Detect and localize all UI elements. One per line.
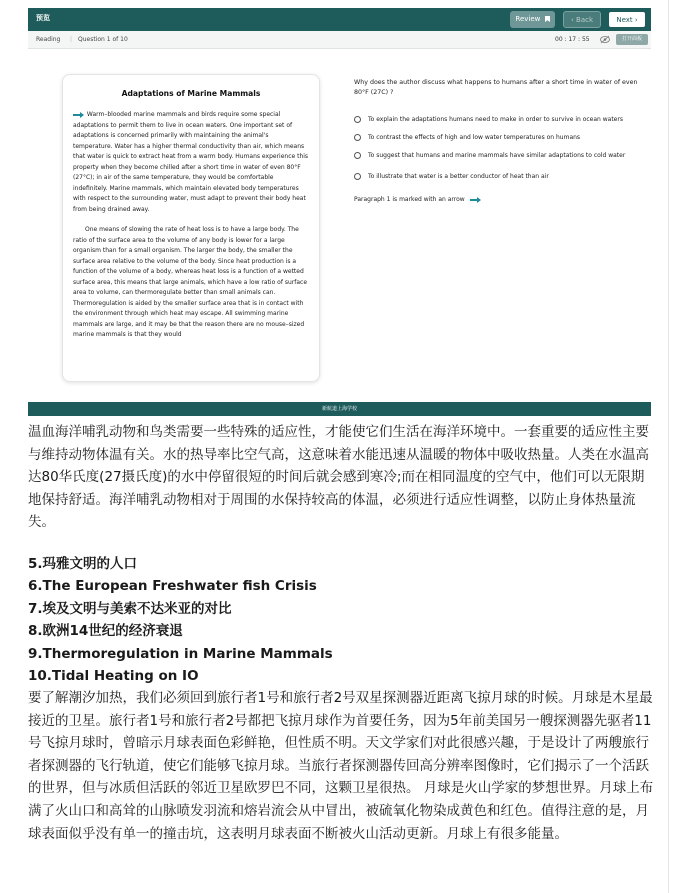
review-button[interactable]: Review	[510, 11, 555, 28]
list-item: 10.Tidal Heating on IO	[28, 668, 199, 685]
article-list	[28, 553, 656, 687]
arrow-right-icon	[73, 112, 84, 118]
answer-option-4[interactable]: To illustrate that water is a better conductor of heat than air	[354, 173, 644, 181]
list-item: 6.The European Freshwater fish Crisis	[28, 578, 317, 595]
passage-paragraph-1: Warm–blooded marine mammals and birds require some special adaptations to permit them to live in ocean waters. One important set of adaptations is concerned primarily with maintaining the animal's temperature. Water has a higher thermal conductivity than air, which means that water is quick to extract heat from a warm body. Humans experience this property when they become chilled after a short time in water of even 80°F (27°C); in air of the same temperature, they would be comfortable indefinitely. Marine mammals, which maintain elevated body temperatures with respect to the surrounding water, must adapt to prevent their body heat from being drained away.	[73, 111, 309, 213]
back-button[interactable]: ‹ Back	[563, 11, 601, 28]
question-counter: Question 1 of 10	[78, 36, 128, 43]
footer-bar	[28, 402, 651, 416]
list-item: 9.Thermoregulation in Marine Mammals	[28, 645, 333, 662]
top-bar	[28, 8, 651, 31]
list-item: 7.埃及文明与美索不达米亚的对比	[28, 600, 232, 617]
passage-paragraph-2: One means of slowing the rate of heat loss is to have a large body. The ratio of the surface area to the volume of any body is lower for a large organism than for a small organism. The larger the body, the smaller the surface area relative to the volume of the body. Since heat production is a function of the volume of a body, whereas heat loss is a function of a wetted surface area, this means that large animals, which have a low ratio of surface area to volume, can thermoregulate better than small animals can. Thermoregulation is aided by the smaller surface area that is in contact with the environment through which heat may escape. All swimming marine mammals are large, and it may be that the reason there are no mouse–sized marine mammals is that they would	[73, 226, 308, 338]
list-item: 8.欧洲14世纪的经济衰退	[28, 623, 183, 640]
question-panel	[354, 78, 644, 203]
next-button[interactable]: Next ›	[608, 11, 646, 28]
answer-option-1[interactable]: To explain the adaptations humans need to make in order to survive in ocean waters	[354, 116, 644, 124]
article-paragraph-2: 要了解潮汐加热，我们必须回到旅行者1号和旅行者2号双星探测器近距离飞掠月球的时候。月球是木星最接近的卫星。旅行者1号和旅行者2号都把飞掠月球作为首要任务，因为5年前美国另一艘探测器先驱者11号飞掠月球时，曾暗示月球表面色彩鲜艳，但性质不明。天文学家们对此很感兴趣，于是设计了两艘旅行者探测器的飞行轨道，使它们能够飞掠月球。当旅行者探测器传回高分辨率图像时，它们揭示了一个活跃的世界，但与冰质但活跃的邻近卫星欧罗巴不同，这颗卫星很热。 月球是火山学家的梦想世界。月球上布满了火山口和高耸的山脉喷发羽流和熔岩流会从中冒出，被硫氧化物染成黄色和红色。值得注意的是，月球表面似乎没有单一的撞击坑，这表明月球表面不断被火山活动更新。月球上有很多能量。	[28, 690, 654, 842]
arrow-right-icon	[470, 197, 481, 203]
brand-label: 预览	[36, 14, 50, 22]
divider: |	[70, 36, 73, 43]
radio-button[interactable]	[354, 173, 361, 180]
panel-toggle-button[interactable]: 打开面板	[616, 34, 648, 45]
list-item: 5.玛雅文明的人口	[28, 556, 138, 572]
reading-passage	[62, 74, 320, 382]
radio-button[interactable]	[354, 152, 361, 159]
answer-option-2[interactable]: To contrast the effects of high and low water temperatures on humans	[354, 134, 644, 142]
question-text: Why does the author discuss what happens to humans after a short time in water of even 80°F (27C) ?	[354, 79, 638, 96]
radio-button[interactable]	[354, 116, 361, 123]
footer-text: 新航道上海学校	[321, 406, 357, 412]
page-edge-line	[668, 0, 669, 893]
chevron-right-icon: ›	[632, 16, 638, 24]
eye-off-icon[interactable]	[600, 35, 610, 44]
article-paragraph-1: 温血海洋哺乳动物和鸟类需要一些特殊的适应性，才能使它们生活在海洋环境中。一套重要的适应性主要与维持动物体温有关。水的热导率比空气高，这意味着水能迅速从温暖的物体中吸收热量。人类在水温高达80华氏度(27摄氏度)的水中停留很短的时间后就会感到寒冷;而在相同温度的空气中，他们可以无限期地保持舒适。海洋哺乳动物相对于周围的水保持较高的体温，必须进行适应性调整，以防止身体热量流失。	[28, 424, 649, 531]
question-note: Paragraph 1 is marked with an arrow	[354, 196, 644, 203]
status-bar	[28, 31, 651, 49]
radio-button[interactable]	[354, 134, 361, 141]
answer-option-3[interactable]: To suggest that humans and marine mammals have similar adaptations to cold water	[354, 152, 644, 160]
section-label: Reading	[36, 36, 61, 43]
timer: 00 : 17 : 55	[555, 36, 590, 43]
test-screenshot	[28, 8, 651, 416]
chevron-left-icon: ‹	[570, 16, 577, 24]
passage-title: Adaptations of Marine Mammals	[121, 89, 261, 98]
bookmark-icon	[545, 16, 550, 22]
